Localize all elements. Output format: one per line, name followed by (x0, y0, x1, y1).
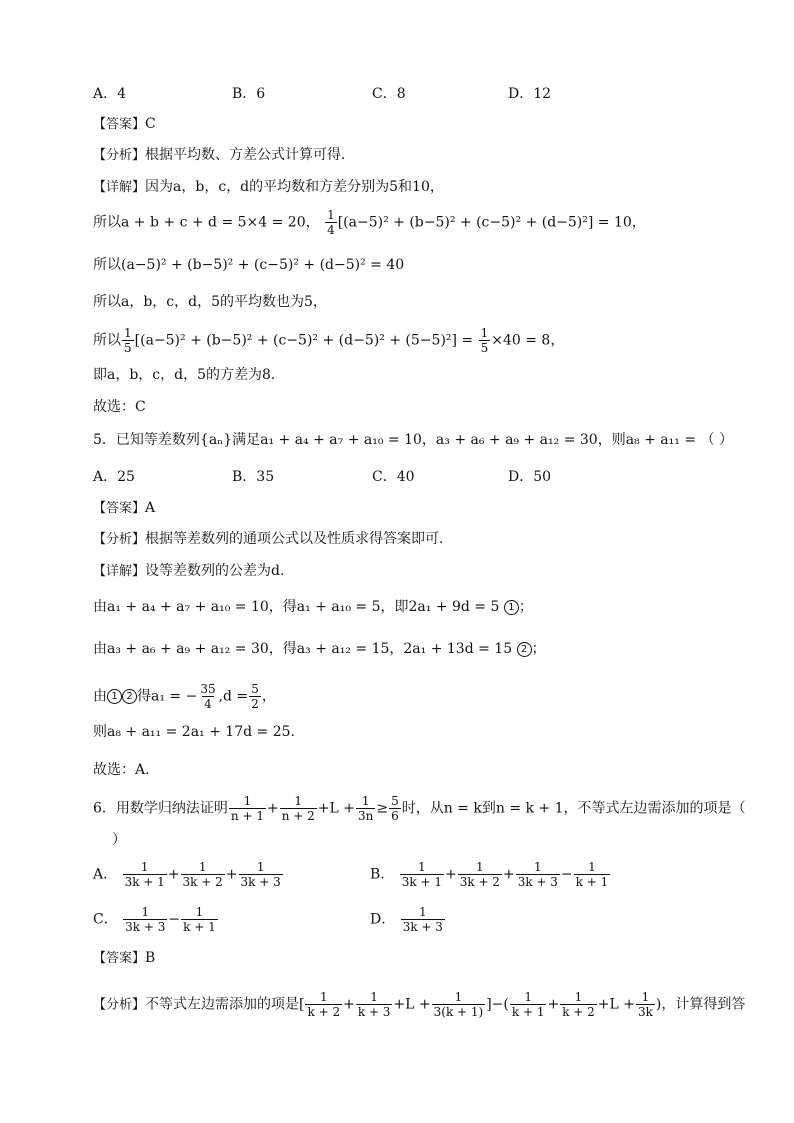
answer-tag: 【答案】 (93, 951, 146, 966)
frac-d1: $\frac{1}{3k + 3}$ (402, 905, 443, 934)
frac-an3: $\frac{1}{3(k + 1)}$ (433, 990, 484, 1019)
q4-detail-line-4: 所以a，b，c，d，5的平均数也为5， (93, 294, 327, 310)
analysis-text: 不等式左边需添加的项是 (145, 996, 300, 1013)
detail-tag: 【详解】 (93, 180, 146, 195)
circled-number-2: 2 (122, 689, 137, 704)
analysis-text: 根据等差数列的通项公式以及性质求得答案即可. (145, 531, 444, 547)
fraction-one-fifth-2: $\frac{1}{5}$ (480, 326, 489, 355)
fraction-1-3n: $\frac{1}{3n}$ (357, 794, 374, 823)
circled-number-2: 2 (517, 642, 532, 657)
frac-c1: $\frac{1}{3k + 3}$ (125, 905, 166, 934)
text-prefix: 由 (93, 688, 107, 705)
q5-option-b: B．35 (232, 469, 275, 485)
analysis-text-2: ，计算得到答 (661, 996, 746, 1013)
q4-analysis (93, 145, 345, 166)
detail-text: 因为a，b，c，d的平均数和方差分别为5和10， (145, 179, 444, 195)
formula-variance: [(a−5)² + (b−5)² + (c−5)² + (d−5)²] = 10， (337, 214, 646, 231)
ge-symbol: ≥ (376, 800, 389, 817)
circled-number-1: 1 (504, 600, 519, 615)
q4-detail-line-3: 所以(a−5)² + (b−5)² + (c−5)² + (d−5)² = 40 (93, 257, 405, 273)
fraction-1-n2: $\frac{1}{n + 2}$ (281, 794, 315, 823)
detail-tag: 【详解】 (93, 564, 146, 579)
q4-answer (93, 114, 156, 135)
formula-variance-five: [(a−5)² + (b−5)² + (c−5)² + (d−5)² + (5−5)²] = (134, 332, 474, 349)
q4-option-d: D．12 (508, 86, 552, 102)
q6-stem-close: ） (112, 832, 126, 848)
analysis-tag: 【分析】 (93, 997, 146, 1013)
q4-detail-line-5 (93, 326, 564, 355)
frac-a2: $\frac{1}{3k + 2}$ (182, 860, 223, 889)
q4-choose: 故选：C (93, 399, 146, 415)
q5-detail-line-4 (93, 682, 276, 711)
q4-detail-line-2 (93, 208, 646, 237)
q4-detail-line-1 (93, 177, 444, 198)
frac-an6: $\frac{1}{3k}$ (638, 990, 653, 1019)
frac-b3: $\frac{1}{3k + 3}$ (517, 860, 558, 889)
q4-option-a: A．4 (93, 86, 127, 102)
q5-detail-line-5: 则a₈ + a₁₁ = 2a₁ + 17d = 25. (93, 724, 295, 740)
fraction-35-4: $\frac{35}{4}$ (200, 682, 216, 711)
punct: ； (531, 641, 546, 657)
equation-1: 由a₁ + a₄ + a₇ + a₁₀ = 10，得a₁ + a₁₀ = 5，即2a₁ + 9d = 5 (93, 599, 500, 615)
answer-tag: 【答案】 (93, 117, 146, 132)
q4-option-c: C．8 (372, 86, 406, 102)
fraction-one-quarter: $\frac{1}{4}$ (327, 208, 335, 237)
q4-detail-line-6: 即a，b，c，d，5的方差为8. (93, 367, 276, 383)
frac-an5: $\frac{1}{k + 2}$ (562, 990, 595, 1019)
q5-option-a: A．25 (93, 469, 135, 485)
stem-text-2: 时，从n = k到n = k + 1，不等式左边需添加的项是（ (401, 800, 746, 817)
q5-detail-line-2 (93, 597, 533, 617)
q6-option-c: C． $\frac{1}{3k + 3}$ − $\frac{1}{k + 1}$ (93, 905, 216, 934)
answer-value: C (145, 116, 156, 132)
q6-option-a: A． $\frac{1}{3k + 1}$ + $\frac{1}{3k + 2}$ + $\frac{1}{3k + 3}$ (93, 860, 281, 889)
fraction-5-2: $\frac{5}{2}$ (251, 682, 259, 711)
answer-value: B (145, 950, 156, 966)
answer-value: A (145, 500, 156, 516)
q6-option-b: B． $\frac{1}{3k + 1}$ + $\frac{1}{3k + 2}$ + $\frac{1}{3k + 3}$ − $\frac{1}{k + 1}$ (370, 860, 609, 889)
analysis-tag: 【分析】 (93, 532, 146, 547)
text-prefix: 所以 (93, 332, 121, 349)
q6-analysis: 【分析】不等式左边需添加的项是[ $\frac{1}{k + 2}$ + $\frac{1}{k + 3}$ +L + $\frac{1}{3(k + 1)}$ ]−( $\frac{1}{k + 1}$ + $\frac{1}{k + 2}$ +L + $\frac{1}{3k}$ )，计算得到答 (93, 990, 746, 1019)
frac-c2: $\frac{1}{k + 1}$ (183, 905, 216, 934)
frac-b1: $\frac{1}{3k + 1}$ (401, 860, 442, 889)
q5-option-c: C．40 (372, 469, 415, 485)
analysis-tag: 【分析】 (93, 148, 146, 163)
q6-option-d (370, 905, 446, 934)
q5-analysis (93, 529, 443, 550)
q6-answer (93, 948, 155, 969)
formula-sum: 所以a + b + c + d = 5×4 = 20， (93, 214, 320, 231)
circled-number-1: 1 (107, 689, 122, 704)
fraction-one-fifth: $\frac{1}{5}$ (124, 326, 132, 355)
solution-a1: 得a₁ = − (137, 688, 198, 705)
q4-option-b: B．6 (232, 86, 266, 102)
frac-b2: $\frac{1}{3k + 2}$ (459, 860, 500, 889)
q5-answer (93, 498, 155, 519)
analysis-text: 根据平均数、方差公式计算可得. (145, 147, 346, 163)
answer-tag: 【答案】 (93, 501, 146, 516)
detail-text: 设等差数列的公差为d. (145, 563, 285, 579)
fraction-5-6: $\frac{5}{6}$ (391, 794, 399, 823)
option-label: C． (93, 911, 118, 928)
frac-a1: $\frac{1}{3k + 1}$ (124, 860, 165, 889)
punct: ； (518, 599, 533, 615)
q5-option-d: D．50 (508, 469, 552, 485)
fraction-1-n1: $\frac{1}{n + 1}$ (230, 794, 264, 823)
q5-detail-line-1 (93, 561, 284, 582)
option-label: D． (370, 911, 396, 928)
q5-detail-line-3 (93, 639, 546, 659)
option-label: A． (93, 866, 118, 883)
punct: ， (261, 688, 276, 705)
frac-an1: $\frac{1}{k + 2}$ (307, 990, 341, 1019)
frac-an2: $\frac{1}{k + 3}$ (357, 990, 391, 1019)
formula-result: ×40 = 8， (491, 332, 565, 349)
stem-text: 6．用数学归纳法证明 (93, 800, 228, 817)
frac-b4: $\frac{1}{k + 1}$ (575, 860, 609, 889)
ellipsis-symbol: +L + (317, 800, 355, 817)
option-label: B． (370, 866, 395, 883)
frac-a3: $\frac{1}{3k + 3}$ (240, 860, 281, 889)
q6-stem: 6．用数学归纳法证明 $\frac{1}{n + 1}$ + $\frac{1}{n + 2}$ +L + $\frac{1}{3n}$ ≥ $\frac{5}{6}$ 时，从n = k到n = k + 1，不等式左边需添加的项是（ (93, 794, 746, 823)
equation-2: 由a₃ + a₆ + a₉ + a₁₂ = 30，得a₃ + a₁₂ = 15，2a₁ + 13d = 15 (93, 641, 513, 657)
frac-an4: $\frac{1}{k + 1}$ (511, 990, 545, 1019)
q5-choose: 故选：A. (93, 762, 150, 778)
solution-d: ,d = (218, 688, 249, 705)
q5-stem: 5．已知等差数列{aₙ}满足a₁ + a₄ + a₇ + a₁₀ = 10，a₃ + a₆ + a₉ + a₁₂ = 30，则a₈ + a₁₁ = （ ） (93, 432, 733, 448)
